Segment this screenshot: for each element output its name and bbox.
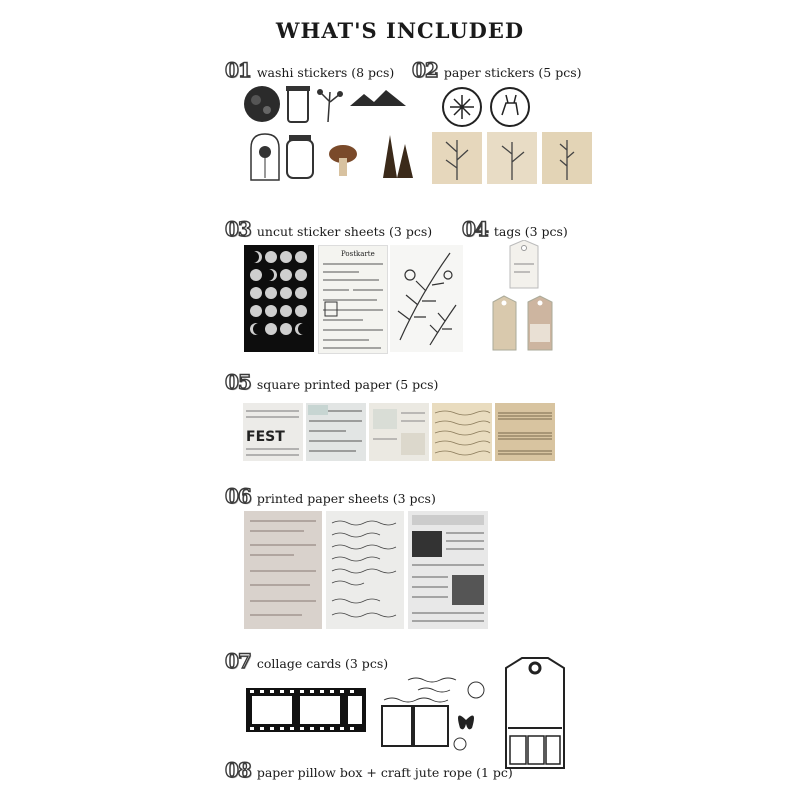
section-01-heading	[225, 58, 394, 82]
washi-stickers-row2	[245, 130, 415, 185]
postkarte-text: Postkarte	[341, 250, 375, 258]
section-06-number: 06	[225, 484, 251, 508]
section-02-number: 02	[412, 58, 438, 82]
printed-paper-square-2	[306, 403, 366, 461]
section-06-heading	[225, 484, 436, 508]
section-08-heading	[225, 758, 513, 782]
square-paper-stickers	[432, 132, 592, 184]
glass-jar-icon	[287, 140, 313, 178]
section-05-label: square printed paper (5 pcs)	[256, 377, 439, 392]
section-05-number: 05	[225, 370, 251, 394]
section-08-label: paper pillow box + craft jute rope (1 pc)	[256, 765, 513, 780]
section-07-label: collage cards (3 pcs)	[256, 656, 389, 671]
fest-text: FEST	[246, 429, 285, 445]
ephemera-text-sheet	[318, 245, 388, 354]
section-03-number: 03	[225, 217, 251, 241]
section-02-heading	[412, 58, 582, 82]
section-08-number: 08	[225, 758, 251, 782]
page-title: WHAT'S INCLUDED	[275, 18, 525, 43]
printed-paper-square-4	[432, 403, 492, 461]
pine-trees-icon	[383, 135, 413, 178]
section-01-number: 01	[225, 58, 251, 82]
printed-paper-sheet-2	[326, 511, 404, 629]
jar-sticker-icon	[288, 88, 308, 122]
moon-sticker-icon	[244, 86, 280, 122]
printed-paper-sheet-3	[408, 511, 488, 629]
section-06-label: printed paper sheets (3 pcs)	[256, 491, 436, 506]
round-paper-stickers	[440, 85, 590, 130]
section-03-heading	[225, 217, 432, 241]
section-05-heading	[225, 370, 438, 394]
collage-ephemera-card	[378, 672, 490, 752]
section-04-heading	[462, 217, 568, 241]
printed-paper-sheet-1	[244, 511, 322, 629]
mountain-sticker-icon	[350, 90, 406, 106]
section-02-label: paper stickers (5 pcs)	[443, 65, 582, 80]
section-04-label: tags (3 pcs)	[493, 224, 568, 239]
pocket-tag-card	[500, 656, 570, 771]
fern-botanical-sheet	[390, 245, 463, 352]
moon-phases-sheet	[244, 245, 314, 352]
printed-paper-square-5	[495, 403, 555, 461]
section-01-label: washi stickers (8 pcs)	[256, 65, 395, 80]
film-strip-card	[236, 680, 376, 740]
washi-stickers-row1	[240, 82, 410, 132]
section-07-heading	[225, 649, 388, 673]
butterfly-icon	[458, 716, 474, 730]
section-03-label: uncut sticker sheets (3 pcs)	[256, 224, 433, 239]
section-04-number: 04	[462, 217, 488, 241]
tags-group	[490, 240, 565, 352]
section-07-number: 07	[225, 649, 251, 673]
printed-paper-square-3	[369, 403, 429, 461]
printed-paper-square-1	[243, 403, 303, 461]
flower-sticker-icon	[320, 92, 340, 122]
deer-stamp-icon	[491, 88, 529, 126]
